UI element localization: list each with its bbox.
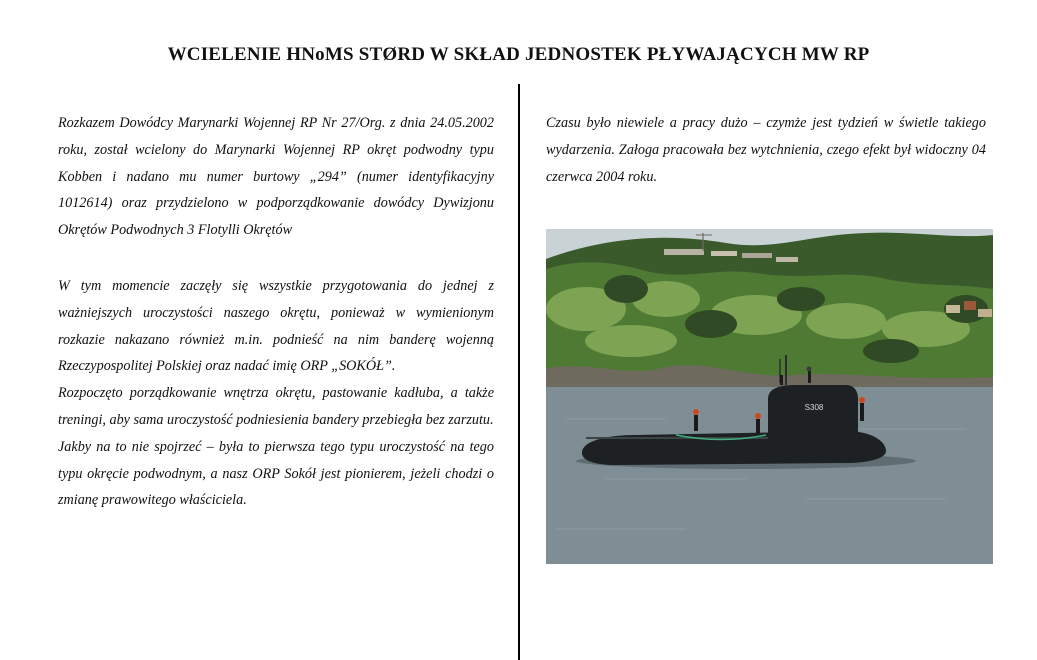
paragraph-cleaning: Rozpoczęto porządkowanie wnętrza okrętu, pastowanie kadłuba, a także treningi, aby sama uroczystość podniesienia bandery przebiegła bez zarzutu. <box>58 385 494 428</box>
document-title: WCIELENIE HNoMS STØRD W SKŁAD JEDNOSTEK PŁYWAJĄCYCH MW RP <box>167 44 870 65</box>
submarine-photo <box>546 229 993 564</box>
paragraph-pioneer: Jakby na to nie spojrzeć – była to pierwsza tego typu uroczystość na tego typu okręcie podwodnym, a nasz ORP Sokół jest pionierem, jeżeli chodzi o zmianę prawowitego właściciela. <box>58 438 494 509</box>
paragraph-time: Czasu było niewiele a pracy dużo – czymże jest tydzień w świetle takiego wydarzenia. Załoga pracowała bez wytchnienia, czego efekt był widoczny 04 czerwca 2004 roku. <box>546 115 986 185</box>
left-column <box>58 110 494 514</box>
paragraph-order: Rozkazem Dowódcy Marynarki Wojennej RP Nr 27/Org. z dnia 24.05.2002 roku, został wcielony do Marynarki Wojennej RP okręt podwodny typu Kobben i nadano mu numer burtowy „294” (numer identyfikacyjny 1012614) oraz przydzielono w podporządkowanie dowódcy Dywizjonu Okrętów Podwodnych 3 Flotylli Okrętów <box>58 115 494 239</box>
paragraph-gap <box>58 244 494 273</box>
hull-number: S308 <box>804 403 824 412</box>
right-column <box>546 110 986 190</box>
submarine-photo-graphic <box>546 229 993 564</box>
paragraph-preparations: W tym momencie zaczęły się wszystkie przygotowania do jednej z ważniejszych uroczystości naszego okrętu, ponieważ w wymienionym rozkazie nakazano również m.in. podnieść na nim banderę wojenną Rzeczypospolitej Polskiej oraz nadać imię ORP „SOKÓŁ”. <box>58 277 494 375</box>
column-divider <box>518 84 520 660</box>
submarine-sail <box>768 385 858 451</box>
